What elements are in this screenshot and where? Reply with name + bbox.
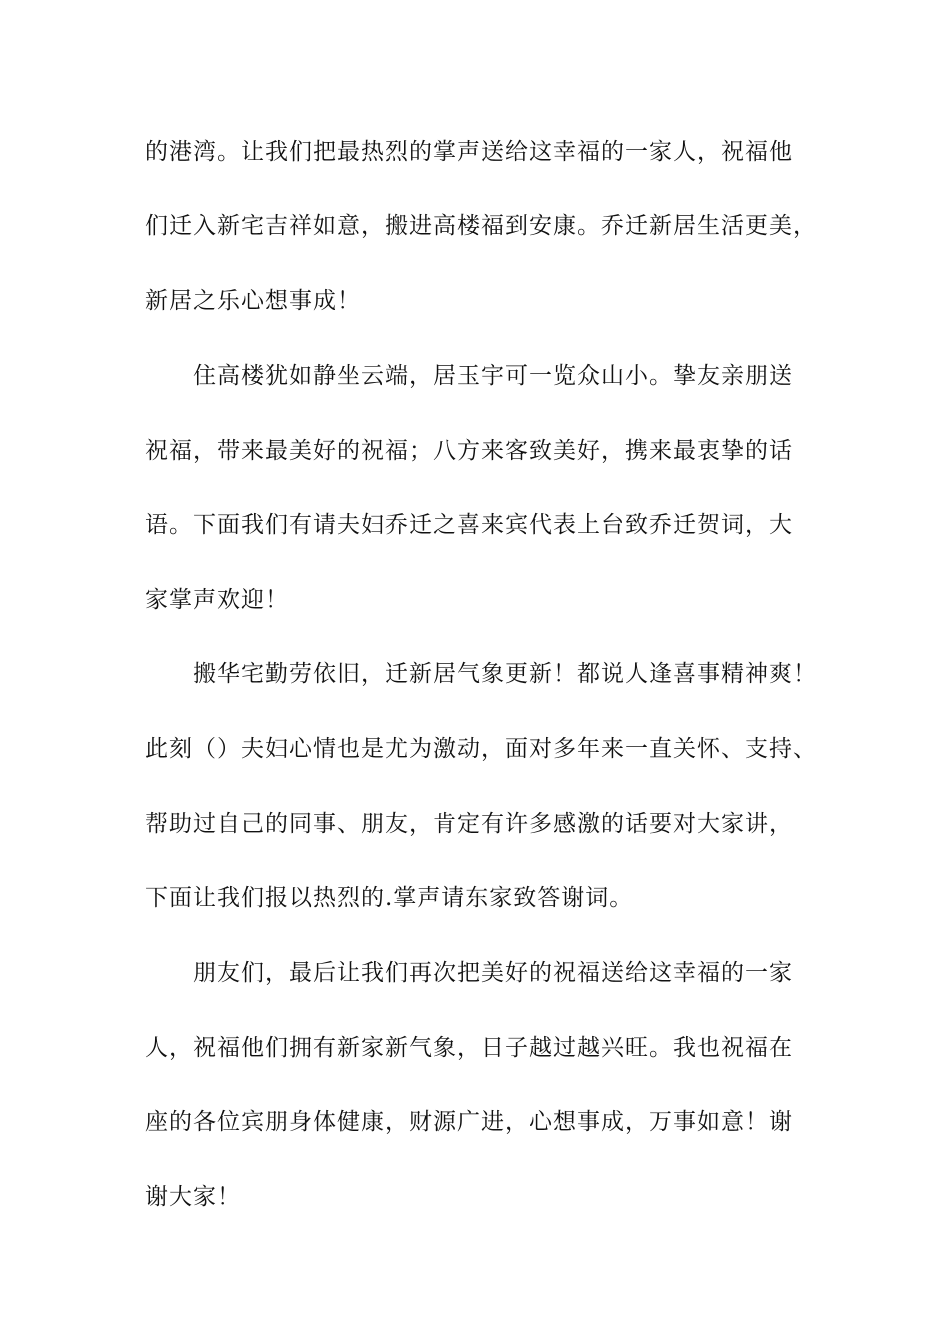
- paragraph-first-line: 朋友们，最后让我们再次把美好的祝福送给这幸福的一家: [193, 960, 793, 986]
- text-line: 新居之乐心想事成！: [145, 288, 361, 314]
- text-line: 家掌声欢迎！: [145, 587, 289, 613]
- text-line: 祝福，带来最美好的祝福；八方来客致美好，携来最衷挚的话: [145, 438, 793, 464]
- paragraph-first-line: 搬华宅勤劳依旧，迁新居气象更新！都说人逢喜事精神爽！: [193, 661, 817, 687]
- paragraph-first-line: 住高楼犹如静坐云端，居玉宇可一览众山小。挚友亲朋送: [193, 363, 793, 389]
- text-line: 的港湾。让我们把最热烈的掌声送给这幸福的一家人，祝福他: [145, 139, 793, 165]
- text-line: 谢大家！: [145, 1184, 241, 1210]
- text-line: 此刻（）夫妇心情也是尤为激动，面对多年来一直关怀、支持、: [145, 736, 817, 762]
- text-line: 们迁入新宅吉祥如意，搬进高楼福到安康。乔迁新居生活更美，: [145, 213, 817, 239]
- text-line: 帮助过自己的同事、朋友，肯定有许多感激的话要对大家讲，: [145, 811, 793, 837]
- text-line: 下面让我们报以热烈的.掌声请东家致答谢词。: [145, 885, 634, 911]
- text-line: 人，祝福他们拥有新家新气象，日子越过越兴旺。我也祝福在: [145, 1035, 793, 1061]
- text-line: 座的各位宾朋身体健康，财源广进，心想事成，万事如意！谢: [145, 1109, 793, 1135]
- text-line: 语。下面我们有请夫妇乔迁之喜来宾代表上台致乔迁贺词，大: [145, 512, 793, 538]
